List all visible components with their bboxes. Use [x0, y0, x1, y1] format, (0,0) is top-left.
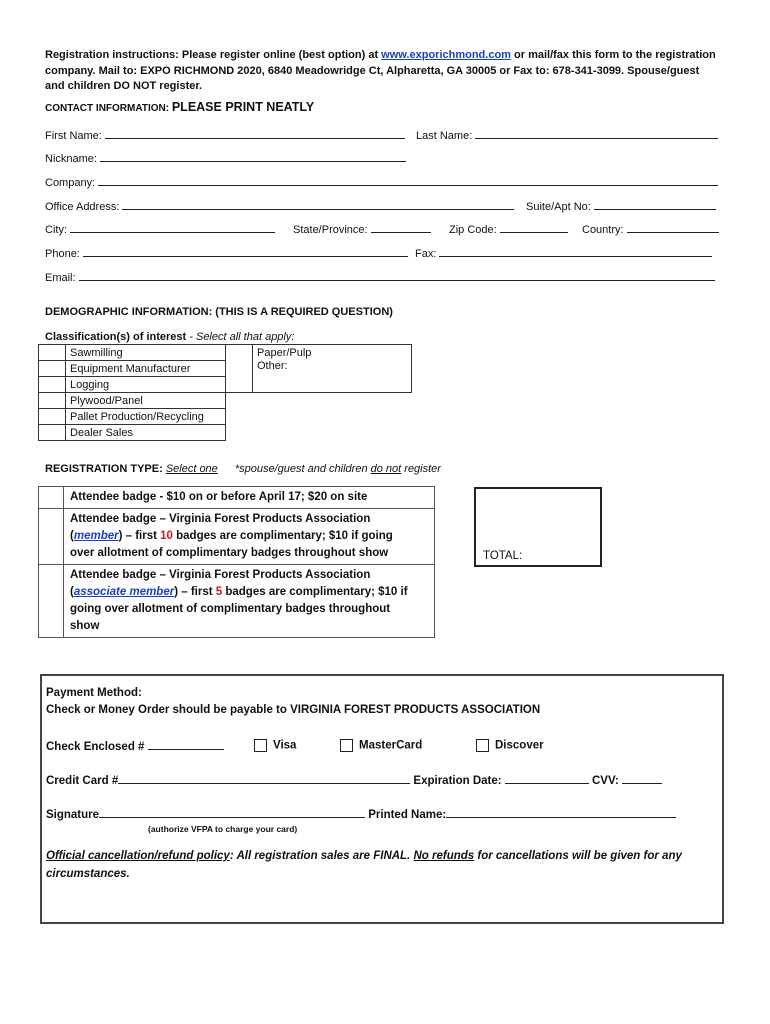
signature-field[interactable] [99, 807, 365, 818]
suite-row [526, 198, 716, 213]
mastercard-option[interactable] [340, 739, 422, 752]
suite-label: Suite/Apt No: [526, 201, 591, 213]
class-row-5[interactable] [39, 425, 226, 441]
policy-line-2: circumstances. [46, 868, 130, 880]
classification-table [38, 344, 226, 441]
company-label: Company: [45, 177, 96, 189]
demographic-heading: DEMOGRAPHIC INFORMATION: (THIS IS A REQUIRED QUESTION) [45, 306, 393, 318]
contact-heading [45, 100, 314, 114]
class-checkbox[interactable] [39, 345, 66, 361]
state-field[interactable] [371, 221, 431, 233]
reg-option-2[interactable] [39, 509, 435, 565]
expiration-field[interactable] [505, 773, 589, 784]
fax-field[interactable] [439, 245, 712, 257]
office-address-row [45, 198, 514, 213]
reg-opt3-b: ) – first [174, 586, 216, 598]
policy-label: Official cancellation/refund policy [46, 850, 230, 862]
registration-note-post: register [401, 463, 441, 475]
registration-table [38, 486, 435, 638]
state-row [293, 221, 431, 236]
printed-name-field[interactable] [446, 807, 676, 818]
class-checkbox[interactable] [39, 361, 66, 377]
check-label: Check Enclosed # [46, 741, 148, 753]
suite-field[interactable] [594, 198, 716, 210]
email-field[interactable] [79, 269, 715, 281]
class-item: Paper/Pulp [253, 345, 412, 361]
nickname-row [45, 150, 406, 165]
mastercard-label: MasterCard [359, 739, 423, 752]
policy-no-refunds: No refunds [413, 850, 475, 862]
fax-label: Fax: [415, 248, 437, 260]
registration-heading-label: REGISTRATION TYPE: [45, 463, 166, 475]
class-item: Sawmilling [66, 345, 226, 361]
total-box[interactable] [474, 487, 602, 567]
class-checkbox[interactable] [226, 345, 253, 361]
last-name-row [416, 127, 718, 142]
first-name-field[interactable] [105, 127, 405, 139]
credit-card-label: Credit Card # [46, 775, 119, 787]
class-row-4[interactable] [39, 409, 226, 425]
country-field[interactable] [627, 221, 719, 233]
visa-option[interactable] [254, 739, 296, 752]
authorize-note: (authorize VFPA to charge your card) [148, 824, 298, 834]
credit-card-field[interactable] [118, 773, 410, 784]
reg-option-text: Attendee badge – Virginia Forest Products Association (associate member) – first 5 badges are complimentary; $10 if going over allotment of complimentary badges throughout show [64, 565, 435, 638]
check-enclosed-row [46, 739, 224, 753]
phone-field[interactable] [83, 245, 408, 257]
visa-checkbox[interactable] [254, 739, 267, 752]
registration-note-do: do not [370, 463, 402, 475]
class-checkbox[interactable] [39, 425, 66, 441]
city-label: City: [45, 224, 67, 236]
country-label: Country: [582, 224, 624, 236]
classification-table-right [225, 344, 412, 393]
discover-option[interactable] [476, 739, 544, 752]
reg-opt3-e: show [70, 620, 100, 632]
registration-select: Select one [165, 463, 218, 475]
policy-line-1 [46, 850, 682, 862]
website-link[interactable]: www.exporichmond.com [381, 49, 511, 61]
zip-row [449, 221, 568, 236]
class-item: Other: [253, 360, 412, 393]
city-field[interactable] [70, 221, 275, 233]
reg-opt3-c: badges are complimentary; $10 if [222, 586, 408, 598]
class-checkbox[interactable] [39, 393, 66, 409]
policy-text-b: for cancellations will be given for any [474, 850, 682, 862]
visa-label: Visa [273, 739, 297, 752]
company-row [45, 174, 718, 189]
credit-card-row [46, 773, 662, 787]
office-address-label: Office Address: [45, 201, 120, 213]
class-row-right-0[interactable] [226, 345, 412, 361]
class-checkbox[interactable] [39, 377, 66, 393]
class-row-2[interactable] [39, 377, 226, 393]
zip-label: Zip Code: [449, 224, 497, 236]
reg-checkbox[interactable] [39, 565, 64, 638]
payment-method-heading: Payment Method: [46, 687, 142, 699]
contact-heading-strong: PLEASE PRINT NEATLY [171, 100, 315, 114]
reg-opt2-b: ) – first [118, 530, 161, 542]
phone-row [45, 245, 408, 260]
nickname-field[interactable] [100, 150, 406, 162]
class-checkbox[interactable] [39, 409, 66, 425]
classification-label: Classification(s) of interest [45, 331, 187, 343]
class-row-0[interactable] [39, 345, 226, 361]
discover-checkbox[interactable] [476, 739, 489, 752]
email-label: Email: [45, 272, 76, 284]
reg-opt2-d: over allotment of complimentary badges throughout show [70, 547, 389, 559]
class-item: Plywood/Panel [66, 393, 226, 409]
mastercard-checkbox[interactable] [340, 739, 353, 752]
instructions-rest: or mail/fax this form to the registration [510, 49, 716, 61]
reg-opt3-a: Attendee badge – Virginia Forest Products Association [70, 569, 371, 581]
class-row-3[interactable] [39, 393, 226, 409]
reg-option-text [64, 487, 435, 509]
check-number-field[interactable] [148, 739, 224, 750]
cvv-field[interactable] [622, 773, 662, 784]
first-name-row [45, 127, 405, 142]
reg-opt1-text: Attendee badge - $10 on or before April 17; $20 on site [70, 491, 368, 503]
payment-box [40, 674, 724, 924]
last-name-field[interactable] [475, 127, 718, 139]
instructions-line-3: and children DO NOT register. [45, 80, 203, 92]
reg-opt3-d: going over allotment of complimentary badges throughout [70, 603, 391, 615]
printed-name-label: Printed Name: [365, 809, 447, 821]
payable-note: Check or Money Order should be payable to VIRGINIA FOREST PRODUCTS ASSOCIATION [46, 704, 541, 716]
class-item: Equipment Manufacturer [66, 361, 226, 377]
cvv-label: CVV: [588, 775, 623, 787]
reg-opt2-num: 10 [160, 530, 173, 542]
policy-text-a: : All registration sales are FINAL. [229, 850, 414, 862]
reg-opt2-a: Attendee badge – Virginia Forest Products Association [70, 513, 371, 525]
reg-checkbox[interactable] [39, 509, 64, 565]
signature-label: Signature [46, 809, 100, 821]
class-item: Dealer Sales [66, 425, 226, 441]
registration-note: *spouse/guest and children [234, 463, 371, 475]
classification-hint: - Select all that apply: [186, 331, 295, 343]
instructions-line-1 [45, 49, 716, 61]
discover-label: Discover [495, 739, 544, 752]
total-label: TOTAL: [483, 550, 523, 562]
member-link: member [73, 530, 119, 542]
instructions-lead: Registration instructions: Please register online (best option) at [45, 49, 382, 61]
country-row [582, 221, 719, 236]
office-address-field[interactable] [122, 198, 514, 210]
last-name-label: Last Name: [416, 130, 473, 142]
classification-label-row [45, 331, 294, 343]
class-item: Pallet Production/Recycling [66, 409, 226, 425]
associate-member-link: associate member [73, 586, 175, 598]
reg-option-1[interactable] [39, 487, 435, 509]
reg-opt3-num: 5 [215, 586, 223, 598]
signature-row [46, 807, 676, 821]
email-row [45, 269, 715, 284]
zip-field[interactable] [500, 221, 568, 233]
expiration-label: Expiration Date: [410, 775, 505, 787]
reg-option-text: Attendee badge – Virginia Forest Products Association (member) – first 10 badges are complimentary; $10 if going over allotment of complimentary badges throughout show [64, 509, 435, 565]
nickname-label: Nickname: [45, 153, 97, 165]
reg-checkbox[interactable] [39, 487, 64, 509]
class-row-1[interactable] [39, 361, 226, 377]
contact-heading-label: CONTACT INFORMATION: [45, 103, 172, 114]
first-name-label: First Name: [45, 130, 102, 142]
reg-opt2-c: badges are complimentary; $10 if going [172, 530, 393, 542]
fax-row [415, 245, 712, 260]
state-label: State/Province: [293, 224, 368, 236]
phone-label: Phone: [45, 248, 80, 260]
city-row [45, 221, 275, 236]
class-item: Logging [66, 377, 226, 393]
instructions-line-2: company. Mail to: EXPO RICHMOND 2020, 6840 Meadowridge Ct, Alpharetta, GA 30005 or Fax to: 678-341-3099. Spouse/guest [45, 65, 700, 77]
company-field[interactable] [98, 174, 718, 186]
registration-heading [45, 463, 441, 475]
reg-option-3[interactable] [39, 565, 435, 638]
class-row-right-1[interactable] [226, 360, 412, 393]
class-checkbox[interactable] [226, 360, 253, 393]
